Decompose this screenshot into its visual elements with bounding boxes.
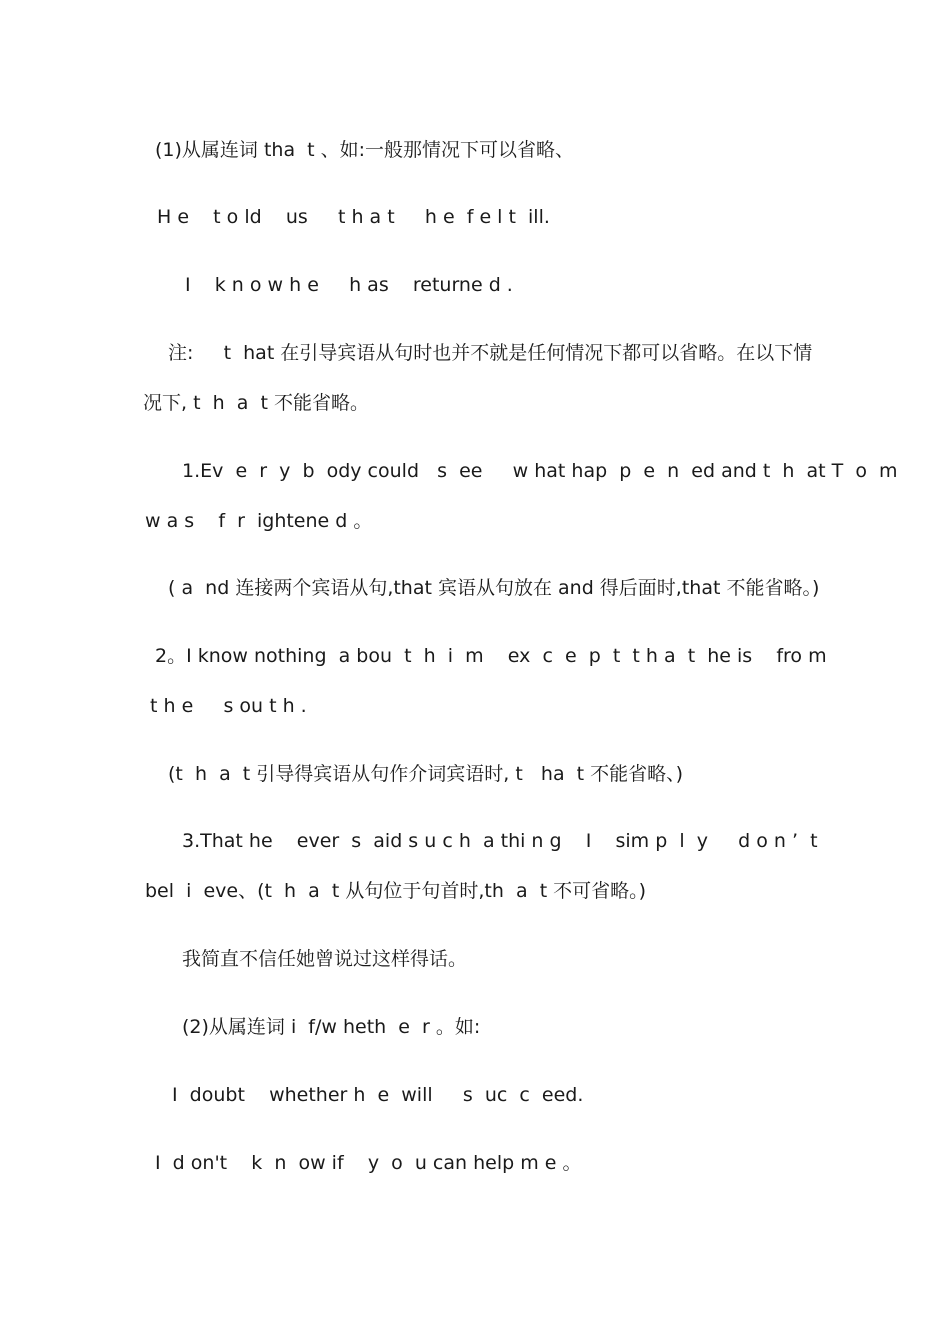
example-sentence-if: I d on't k n ow if y o u can help m e 。 (155, 1152, 582, 1174)
example-1-line-1: 1.Ev e r y b ody could s ee w hat hap p e n ed and t h at T o m (182, 460, 898, 482)
example-sentence-1: H e t o ld us t h a t h e f e l t ill. (157, 206, 550, 228)
explanation-and: ( a nd 连接两个宾语从句,that 宾语从句放在 and 得后面时,that 不能省略。) (168, 577, 820, 599)
paragraph-heading-that: (1)从属连词 tha t 、如:一般那情况下可以省略、 (155, 139, 575, 161)
note-line-1: 注: t hat 在引导宾语从句时也并不就是任何情况下都可以省略。在以下情 (168, 342, 813, 364)
example-2-line-1: 2。I know nothing a bou t h i m ex c e p t t h a t he is fro m (155, 645, 827, 667)
explanation-preposition: (t h a t 引导得宾语从句作介词宾语时, t ha t 不能省略、) (168, 763, 684, 785)
example-sentence-2: I k n o w h e h as returne d . (185, 274, 513, 296)
example-3-line-1: 3.That he ever s aid s u c h a thi n g I sim p l y d o n ’ t (182, 830, 818, 852)
note-line-2: 况下, t h a t 不能省略。 (143, 392, 369, 414)
paragraph-heading-if-whether: (2)从属连词 i f/w heth e r 。如: (182, 1016, 481, 1038)
example-1-line-2: w a s f r ightene d 。 (145, 510, 373, 532)
example-3-line-2: bel i eve、(t h a t 从句位于句首时,th a t 不可省略。) (145, 880, 647, 902)
example-2-line-2: t h e s ou t h . (150, 695, 307, 717)
example-sentence-whether: I doubt whether h e will s uc c eed. (172, 1084, 584, 1106)
translation-line: 我简直不信任她曾说过这样得话。 (182, 948, 468, 970)
